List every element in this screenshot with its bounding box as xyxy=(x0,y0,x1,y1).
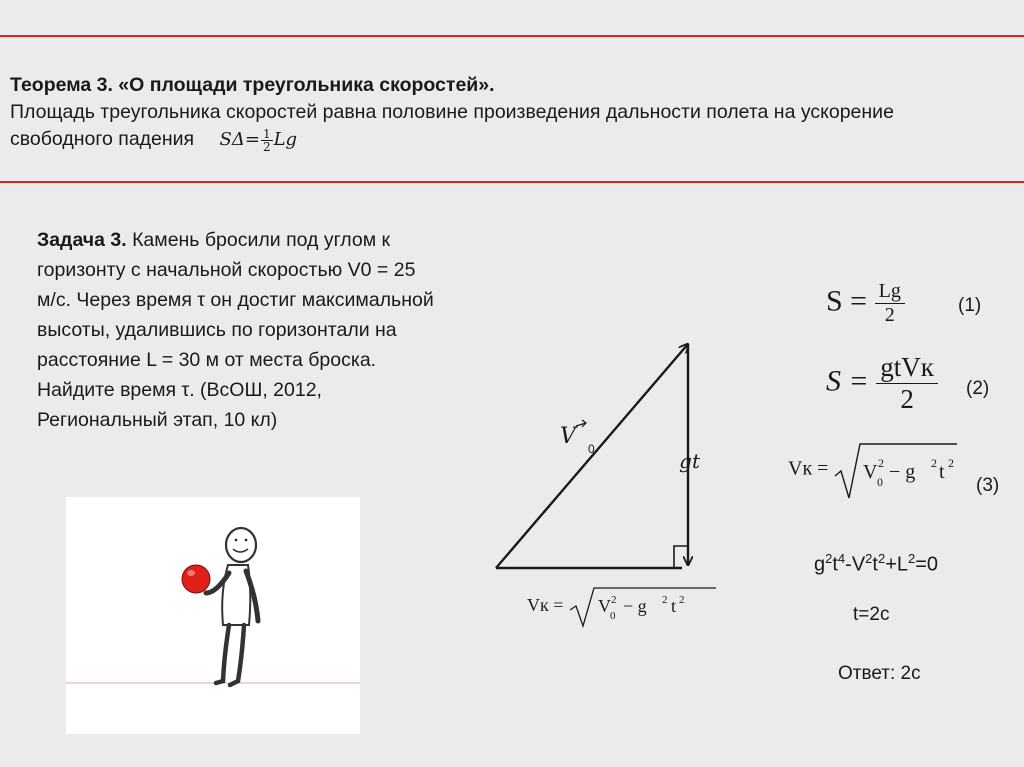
figure-leg-left xyxy=(216,625,229,683)
figure-head xyxy=(226,528,256,562)
hypotenuse-label-sub: 0 xyxy=(588,442,595,456)
eq4-d: t xyxy=(872,553,878,576)
eq2-num: gtVк xyxy=(876,352,938,384)
eq4-c-sup: 2 xyxy=(865,551,873,566)
eq1-tag: (1) xyxy=(958,295,982,316)
eq2-den: 2 xyxy=(900,384,914,414)
problem-text: Камень бросили под углом к горизонту с начальной скоростью V0 = 25 м/с. Через время τ он достиг максимальной высоты, удалившись по горизонтали на расстояние L = 30 м от места броска. Найдите время τ. (ВсОШ, 2012, Региональный этап, 10 кл) xyxy=(37,229,434,431)
eq1-lhs: S = xyxy=(826,284,868,318)
equation-1 xyxy=(826,280,905,327)
eq4-c: -V xyxy=(845,553,866,576)
problem-block xyxy=(37,225,437,435)
red-ball-highlight xyxy=(187,570,195,576)
eq3-v-sup: 2 xyxy=(878,456,885,470)
eq1-num: Lg xyxy=(875,280,905,304)
base-v-sub: 0 xyxy=(609,610,616,622)
eq3-radical xyxy=(833,440,958,500)
theorem-formula xyxy=(219,126,298,154)
top-red-rule xyxy=(0,35,1024,37)
eq4-a-sup: 2 xyxy=(825,551,833,566)
eq3-t-sup: 2 xyxy=(948,456,955,470)
figure-eye-right xyxy=(245,539,248,542)
eq4-a: g xyxy=(814,553,826,576)
problem-label: Задача 3. xyxy=(37,229,127,251)
eq1-den: 2 xyxy=(884,304,895,326)
eq4-e-sup: 2 xyxy=(908,551,916,566)
eq4-f: =0 xyxy=(915,553,939,576)
theorem-block xyxy=(10,72,1000,153)
theorem-body: Площадь треугольника скоростей равна половине произведения дальности полета на ускорение свободного падения xyxy=(10,101,894,150)
theorem-formula-num: 1 xyxy=(262,126,271,141)
figure-leg-right xyxy=(230,625,244,685)
eq2-tag: (2) xyxy=(966,378,990,399)
base-mid: − g xyxy=(622,596,647,616)
eq3-v: V xyxy=(863,461,878,483)
base-v: V xyxy=(597,596,611,616)
eq3-g-sup: 2 xyxy=(931,456,938,470)
base-formula-lhs: Vк = xyxy=(527,595,564,616)
eq3-lhs: Vк = xyxy=(788,457,829,480)
result-t: t=2c xyxy=(853,604,890,625)
eq3-mid: − g xyxy=(889,461,916,483)
eq2-fraction xyxy=(876,352,938,415)
base-g-sup: 2 xyxy=(661,594,668,606)
theorem-formula-den: 2 xyxy=(262,139,271,154)
velocity-triangle-diagram xyxy=(490,335,705,580)
eq3-t: t xyxy=(939,461,946,483)
eq1-fraction xyxy=(875,280,905,327)
equation-4 xyxy=(814,551,938,577)
right-angle-mark xyxy=(674,546,688,568)
eq3-v-sub: 0 xyxy=(877,475,884,489)
figure-eye-left xyxy=(235,539,238,542)
equation-3 xyxy=(788,440,958,500)
base-formula xyxy=(527,586,718,628)
eq4-b: t xyxy=(832,553,838,576)
eq3-tag: (3) xyxy=(976,475,1000,496)
theorem-title: Теорема 3. «О площади треугольника скоростей». xyxy=(10,74,495,96)
hypotenuse-label: V xyxy=(560,424,576,449)
eq4-b-sup: 4 xyxy=(837,551,846,566)
answer: Ответ: 2с xyxy=(838,663,921,684)
stick-figure-illustration xyxy=(66,497,360,734)
hypotenuse-arrow xyxy=(496,344,688,568)
eq4-d-sup: 2 xyxy=(877,551,886,566)
eq4-e: +L xyxy=(885,553,908,576)
theorem-formula-fraction xyxy=(261,128,273,153)
base-v-sup: 2 xyxy=(610,594,617,606)
eq2-lhs: S = xyxy=(826,364,869,398)
vector-arrow-icon xyxy=(576,420,586,427)
theorem-formula-right: Lg xyxy=(273,129,298,150)
stick-figure-svg xyxy=(66,497,360,734)
red-ball xyxy=(182,565,210,593)
base-t-sup: 2 xyxy=(678,594,685,606)
equation-2 xyxy=(826,352,938,415)
theorem-formula-left: SΔ= xyxy=(219,129,260,150)
base-formula-radical xyxy=(568,586,718,628)
side-label-gt: gt xyxy=(679,449,700,473)
base-t: t xyxy=(670,596,676,616)
bottom-red-rule xyxy=(0,181,1024,183)
